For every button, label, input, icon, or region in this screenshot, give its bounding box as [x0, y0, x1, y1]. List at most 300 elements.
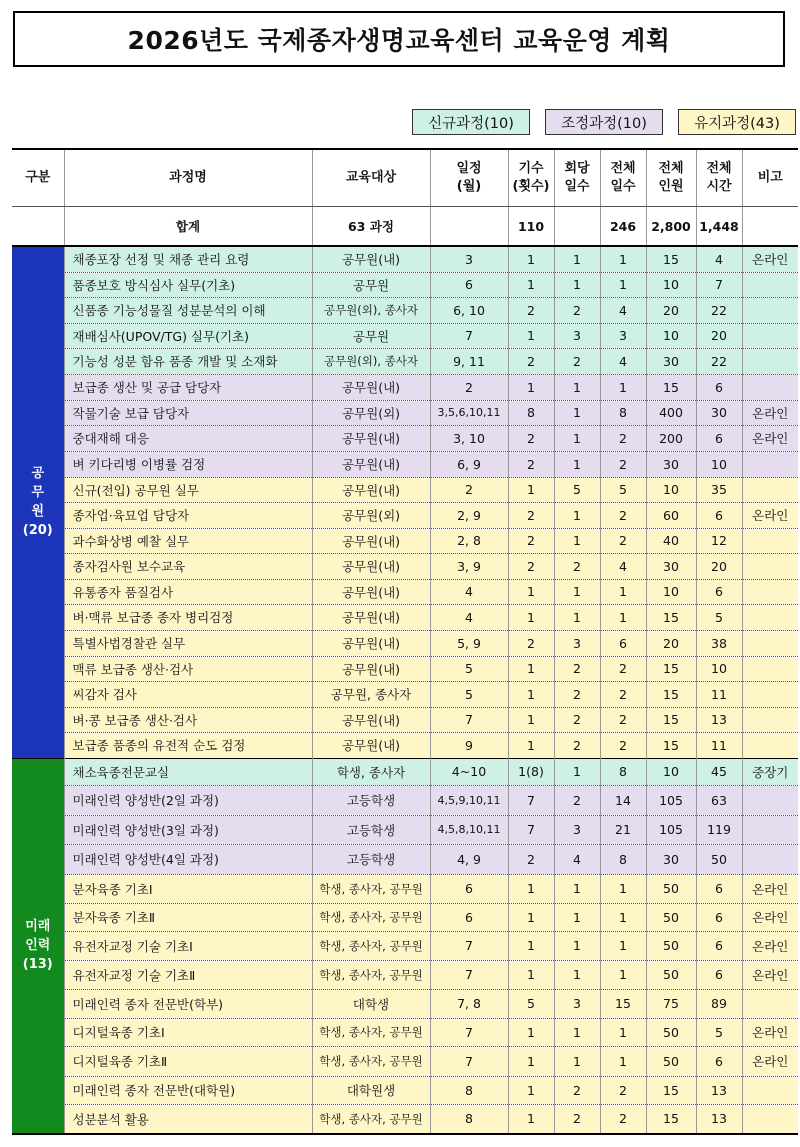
course-hours: 13 [696, 1104, 742, 1134]
header-category: 구분 [12, 149, 64, 207]
course-total-days: 6 [600, 630, 646, 656]
course-total-days: 1 [600, 960, 646, 989]
course-name: 벼 키다리병 이병률 검정 [64, 451, 312, 477]
course-month: 9, 11 [430, 348, 508, 374]
header-people-line2: 인원 [658, 179, 684, 194]
course-note [742, 528, 798, 553]
course-name: 유전자교정 기술 기초Ⅱ [64, 960, 312, 989]
table-row [12, 903, 798, 931]
course-total-days: 1 [600, 604, 646, 630]
course-target: 대학생 [312, 989, 430, 1018]
course-name: 디지털육종 기초Ⅱ [64, 1046, 312, 1076]
course-days: 3 [554, 989, 600, 1018]
course-hours: 10 [696, 656, 742, 681]
category-label-line: 무 [31, 485, 45, 501]
course-people: 10 [646, 272, 696, 297]
course-name: 디지털육종 기초Ⅰ [64, 1018, 312, 1046]
header-days [554, 149, 600, 207]
course-name: 기능성 성분 함유 품종 개발 및 소재화 [64, 348, 312, 374]
course-month: 4,5,8,10,11 [430, 815, 508, 844]
course-people: 40 [646, 528, 696, 553]
course-name: 유통종자 품질검사 [64, 579, 312, 604]
course-days: 2 [554, 297, 600, 323]
course-target: 공무원(내) [312, 732, 430, 758]
course-month: 9 [430, 732, 508, 758]
course-name: 미래인력 종자 전문반(학부) [64, 989, 312, 1018]
course-name: 미래인력 양성반(2일 과정) [64, 785, 312, 815]
course-days: 1 [554, 528, 600, 553]
course-note [742, 707, 798, 732]
course-hours: 22 [696, 297, 742, 323]
course-target: 학생, 종사자, 공무원 [312, 960, 430, 989]
course-count: 1 [508, 272, 554, 297]
course-note: 온라인 [742, 1018, 798, 1046]
course-days: 1 [554, 960, 600, 989]
course-count: 1 [508, 477, 554, 502]
course-days: 2 [554, 348, 600, 374]
course-count: 2 [508, 348, 554, 374]
course-days: 2 [554, 681, 600, 707]
header-count [508, 149, 554, 207]
course-total-days: 2 [600, 528, 646, 553]
course-month: 6 [430, 903, 508, 931]
course-name: 벼·맥류 보급종 종자 병리검정 [64, 604, 312, 630]
course-total-days: 2 [600, 425, 646, 451]
course-total-days: 2 [600, 732, 646, 758]
course-note [742, 785, 798, 815]
course-total-days: 14 [600, 785, 646, 815]
course-note: 온라인 [742, 903, 798, 931]
course-days: 1 [554, 1046, 600, 1076]
course-count: 2 [508, 425, 554, 451]
course-target: 공무원(내) [312, 477, 430, 502]
course-people: 105 [646, 785, 696, 815]
course-note [742, 732, 798, 758]
table-row [12, 630, 798, 656]
total-target: 63 과정 [312, 207, 430, 247]
header-total-days-line2: 일수 [610, 179, 636, 194]
course-people: 10 [646, 323, 696, 348]
course-note [742, 656, 798, 681]
course-note [742, 297, 798, 323]
course-total-days: 8 [600, 758, 646, 785]
table-row [12, 425, 798, 451]
course-hours: 89 [696, 989, 742, 1018]
course-month: 4, 9 [430, 844, 508, 874]
course-hours: 6 [696, 425, 742, 451]
table-row [12, 874, 798, 903]
course-days: 3 [554, 323, 600, 348]
course-month: 2, 9 [430, 502, 508, 528]
course-people: 15 [646, 732, 696, 758]
course-count: 1 [508, 1018, 554, 1046]
course-name: 과수화상병 예찰 실무 [64, 528, 312, 553]
header-month-line1: 일정 [456, 161, 482, 176]
course-month: 4 [430, 604, 508, 630]
course-days: 4 [554, 844, 600, 874]
course-target: 공무원(내) [312, 246, 430, 272]
course-note [742, 348, 798, 374]
table-row [12, 656, 798, 681]
table-row [12, 815, 798, 844]
course-total-days: 2 [600, 451, 646, 477]
course-hours: 30 [696, 400, 742, 425]
course-month: 4,5,9,10,11 [430, 785, 508, 815]
course-people: 30 [646, 844, 696, 874]
course-hours: 5 [696, 604, 742, 630]
course-note [742, 989, 798, 1018]
category-cell [12, 246, 64, 758]
course-days: 2 [554, 1076, 600, 1104]
course-target: 공무원(외), 종사자 [312, 297, 430, 323]
legend-adjusted-label: 조정과정(10) [561, 115, 647, 132]
course-total-days: 1 [600, 1046, 646, 1076]
course-people: 30 [646, 451, 696, 477]
course-people: 20 [646, 630, 696, 656]
course-target: 공무원(내) [312, 374, 430, 400]
total-label: 합계 [64, 207, 312, 247]
course-total-days: 1 [600, 579, 646, 604]
course-days: 3 [554, 630, 600, 656]
course-name: 맥류 보급종 생산·검사 [64, 656, 312, 681]
course-month: 8 [430, 1076, 508, 1104]
course-month: 6, 10 [430, 297, 508, 323]
course-total-days: 4 [600, 348, 646, 374]
course-total-days: 2 [600, 707, 646, 732]
course-note [742, 579, 798, 604]
course-month: 7 [430, 707, 508, 732]
course-total-days: 2 [600, 681, 646, 707]
category-label-line: 인력 [25, 938, 51, 954]
course-hours: 20 [696, 553, 742, 579]
category-label-line: 미래 [25, 919, 51, 935]
legend-maintained [678, 109, 796, 135]
course-days: 3 [554, 815, 600, 844]
course-hours: 6 [696, 960, 742, 989]
header-total-days [600, 149, 646, 207]
course-count: 1(8) [508, 758, 554, 785]
course-note: 중장기 [742, 758, 798, 785]
course-month: 4 [430, 579, 508, 604]
table-row [12, 844, 798, 874]
table-row [12, 989, 798, 1018]
table-row [12, 604, 798, 630]
course-people: 200 [646, 425, 696, 451]
course-days: 1 [554, 874, 600, 903]
table-row [12, 272, 798, 297]
course-month: 5 [430, 681, 508, 707]
course-days: 1 [554, 400, 600, 425]
course-note [742, 681, 798, 707]
course-body [12, 246, 798, 1134]
course-total-days: 1 [600, 272, 646, 297]
course-count: 1 [508, 931, 554, 960]
table-row [12, 400, 798, 425]
header-row [12, 149, 798, 207]
course-hours: 45 [696, 758, 742, 785]
course-month: 3,5,6,10,11 [430, 400, 508, 425]
header-note: 비고 [742, 149, 798, 207]
course-target: 공무원(내) [312, 553, 430, 579]
course-name: 분자육종 기초Ⅱ [64, 903, 312, 931]
course-count: 1 [508, 604, 554, 630]
course-note: 온라인 [742, 1046, 798, 1076]
course-total-days: 15 [600, 989, 646, 1018]
course-month: 2 [430, 477, 508, 502]
course-hours: 4 [696, 246, 742, 272]
course-count: 1 [508, 960, 554, 989]
course-total-days: 1 [600, 874, 646, 903]
course-note [742, 553, 798, 579]
course-days: 2 [554, 732, 600, 758]
course-target: 공무원(내) [312, 630, 430, 656]
course-name: 보급종 생산 및 공급 담당자 [64, 374, 312, 400]
course-people: 105 [646, 815, 696, 844]
course-note: 온라인 [742, 246, 798, 272]
category-cell [12, 758, 64, 1134]
category-label-line: (13) [22, 957, 53, 973]
course-month: 6, 9 [430, 451, 508, 477]
course-count: 1 [508, 707, 554, 732]
legend-new-label: 신규과정(10) [428, 115, 514, 132]
table-row [12, 323, 798, 348]
course-name: 분자육종 기초Ⅰ [64, 874, 312, 903]
course-people: 10 [646, 758, 696, 785]
course-count: 1 [508, 874, 554, 903]
course-name: 종자업·육묘업 담당자 [64, 502, 312, 528]
course-hours: 6 [696, 874, 742, 903]
course-count: 1 [508, 732, 554, 758]
course-target: 공무원(내) [312, 425, 430, 451]
course-note [742, 477, 798, 502]
course-month: 3, 9 [430, 553, 508, 579]
course-hours: 12 [696, 528, 742, 553]
course-days: 2 [554, 707, 600, 732]
course-people: 15 [646, 374, 696, 400]
course-hours: 13 [696, 707, 742, 732]
course-people: 30 [646, 553, 696, 579]
table-row [12, 477, 798, 502]
course-name: 특별사법경찰관 실무 [64, 630, 312, 656]
course-count: 7 [508, 785, 554, 815]
course-days: 1 [554, 758, 600, 785]
course-note [742, 815, 798, 844]
category-label-line: 원 [31, 504, 45, 520]
course-target: 학생, 종사자, 공무원 [312, 1104, 430, 1134]
course-people: 15 [646, 604, 696, 630]
total-count: 110 [508, 207, 554, 247]
course-total-days: 1 [600, 903, 646, 931]
course-hours: 11 [696, 732, 742, 758]
course-target: 공무원(내) [312, 579, 430, 604]
header-target: 교육대상 [312, 149, 430, 207]
course-people: 50 [646, 903, 696, 931]
table-row [12, 246, 798, 272]
table-row [12, 1076, 798, 1104]
course-people: 15 [646, 656, 696, 681]
table-row [12, 758, 798, 785]
course-hours: 6 [696, 374, 742, 400]
header-hours [696, 149, 742, 207]
course-month: 7 [430, 1018, 508, 1046]
total-people: 2,800 [646, 207, 696, 247]
course-target: 학생, 종사자, 공무원 [312, 874, 430, 903]
course-days: 1 [554, 931, 600, 960]
table-row [12, 1046, 798, 1076]
course-hours: 119 [696, 815, 742, 844]
course-hours: 22 [696, 348, 742, 374]
course-count: 1 [508, 579, 554, 604]
course-hours: 6 [696, 579, 742, 604]
course-people: 75 [646, 989, 696, 1018]
table-row [12, 707, 798, 732]
course-count: 8 [508, 400, 554, 425]
category-label-line: (20) [22, 523, 53, 539]
course-name: 신규(전입) 공무원 실무 [64, 477, 312, 502]
course-month: 7 [430, 960, 508, 989]
total-row [12, 207, 798, 247]
course-days: 1 [554, 1018, 600, 1046]
course-people: 20 [646, 297, 696, 323]
course-note: 온라인 [742, 874, 798, 903]
course-hours: 6 [696, 903, 742, 931]
course-count: 2 [508, 844, 554, 874]
course-people: 15 [646, 246, 696, 272]
course-people: 15 [646, 707, 696, 732]
total-month [430, 207, 508, 247]
table-row [12, 1104, 798, 1134]
course-note [742, 272, 798, 297]
course-count: 1 [508, 903, 554, 931]
course-name: 신품종 기능성물질 성분분석의 이해 [64, 297, 312, 323]
header-people [646, 149, 696, 207]
course-count: 1 [508, 1046, 554, 1076]
course-total-days: 21 [600, 815, 646, 844]
course-days: 1 [554, 502, 600, 528]
course-note: 온라인 [742, 400, 798, 425]
header-days-line1: 회당 [564, 161, 590, 176]
header-count-line2: (횟수) [512, 179, 550, 194]
course-people: 60 [646, 502, 696, 528]
course-days: 2 [554, 553, 600, 579]
header-course: 과정명 [64, 149, 312, 207]
course-people: 50 [646, 1046, 696, 1076]
course-month: 2 [430, 374, 508, 400]
course-total-days: 1 [600, 246, 646, 272]
course-hours: 11 [696, 681, 742, 707]
course-target: 대학원생 [312, 1076, 430, 1104]
course-name: 종자검사원 보수교육 [64, 553, 312, 579]
table-row [12, 348, 798, 374]
header-people-line1: 전체 [658, 161, 684, 176]
course-people: 10 [646, 579, 696, 604]
course-count: 5 [508, 989, 554, 1018]
course-count: 1 [508, 1104, 554, 1134]
course-month: 5 [430, 656, 508, 681]
course-month: 2, 8 [430, 528, 508, 553]
course-note: 온라인 [742, 502, 798, 528]
table-row [12, 528, 798, 553]
course-hours: 7 [696, 272, 742, 297]
course-days: 2 [554, 1104, 600, 1134]
course-count: 2 [508, 528, 554, 553]
header-days-line2: 일수 [564, 179, 590, 194]
course-month: 4~10 [430, 758, 508, 785]
course-note [742, 1076, 798, 1104]
course-count: 7 [508, 815, 554, 844]
course-total-days: 2 [600, 1076, 646, 1104]
course-hours: 20 [696, 323, 742, 348]
course-total-days: 3 [600, 323, 646, 348]
course-note [742, 604, 798, 630]
table-row [12, 579, 798, 604]
course-total-days: 2 [600, 656, 646, 681]
legend-new [412, 109, 530, 135]
course-days: 1 [554, 425, 600, 451]
course-days: 1 [554, 246, 600, 272]
table-row [12, 553, 798, 579]
table-row [12, 785, 798, 815]
course-name: 채종포장 선정 및 채종 관리 요령 [64, 246, 312, 272]
course-name: 품종보호 방식심사 실무(기초) [64, 272, 312, 297]
table-row [12, 451, 798, 477]
course-total-days: 8 [600, 400, 646, 425]
table-row [12, 732, 798, 758]
total-total-days: 246 [600, 207, 646, 247]
course-note [742, 451, 798, 477]
course-note: 온라인 [742, 425, 798, 451]
course-count: 1 [508, 246, 554, 272]
course-total-days: 4 [600, 553, 646, 579]
course-target: 공무원(외), 종사자 [312, 348, 430, 374]
legend-maintained-label: 유지과정(43) [694, 115, 780, 132]
total-note [742, 207, 798, 247]
page-title: 2026년도 국제종자생명교육센터 교육운영 계획 [13, 11, 785, 67]
course-total-days: 1 [600, 931, 646, 960]
course-target: 고등학생 [312, 815, 430, 844]
course-target: 고등학생 [312, 844, 430, 874]
course-target: 공무원, 종사자 [312, 681, 430, 707]
course-note [742, 374, 798, 400]
course-target: 학생, 종사자, 공무원 [312, 1018, 430, 1046]
course-days: 2 [554, 656, 600, 681]
course-target: 공무원(내) [312, 604, 430, 630]
course-note [742, 844, 798, 874]
course-hours: 38 [696, 630, 742, 656]
course-people: 15 [646, 1104, 696, 1134]
course-count: 2 [508, 297, 554, 323]
course-month: 6 [430, 874, 508, 903]
course-name: 작물기술 보급 담당자 [64, 400, 312, 425]
course-people: 15 [646, 1076, 696, 1104]
course-name: 벼·콩 보급종 생산·검사 [64, 707, 312, 732]
course-table [12, 148, 798, 1135]
table-row [12, 681, 798, 707]
course-note: 온라인 [742, 960, 798, 989]
course-days: 1 [554, 272, 600, 297]
course-name: 미래인력 종자 전문반(대학원) [64, 1076, 312, 1104]
course-target: 공무원 [312, 272, 430, 297]
course-people: 50 [646, 931, 696, 960]
course-name: 미래인력 양성반(4일 과정) [64, 844, 312, 874]
course-days: 1 [554, 903, 600, 931]
legend-adjusted [545, 109, 663, 135]
header-month [430, 149, 508, 207]
header-month-line2: (월) [456, 179, 482, 194]
course-month: 7 [430, 931, 508, 960]
table-row [12, 374, 798, 400]
header-hours-line2: 시간 [706, 179, 732, 194]
